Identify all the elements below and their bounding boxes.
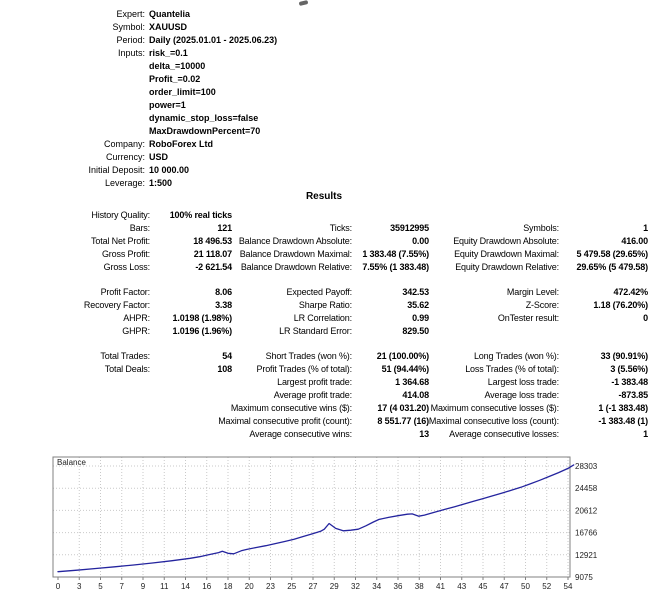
balance-line (58, 465, 574, 572)
header-row (0, 47, 277, 60)
x-axis-label: 41 (436, 582, 445, 591)
header-row (0, 99, 277, 112)
stat-label (0, 312, 150, 325)
stat-label-text: Ticks: (329, 223, 352, 233)
stat-value (150, 299, 232, 312)
header-row (0, 125, 277, 138)
stat-value (352, 312, 429, 325)
stats-row (0, 235, 648, 248)
stat-label-text: Average consecutive wins: (249, 429, 352, 439)
header-label: Period: (116, 35, 145, 45)
x-axis-label: 14 (181, 582, 190, 591)
stat-value (559, 248, 648, 261)
stat-label (0, 261, 150, 274)
stat-label-text: LR Correlation: (293, 313, 352, 323)
stat-label-text: Maximal consecutive loss (count): (428, 416, 559, 426)
header-value: dynamic_stop_loss=false (149, 113, 259, 123)
stat-value-text: 8.06 (215, 287, 232, 297)
header-row (0, 112, 277, 125)
header-label: Symbol: (112, 22, 145, 32)
header-value: risk_=0.1 (149, 48, 188, 58)
report-header (0, 8, 277, 190)
stat-value (352, 235, 429, 248)
stat-value-text: 1.0196 (1.96%) (172, 326, 232, 336)
stat-label (429, 428, 559, 441)
stats-row (0, 248, 648, 261)
stat-label (232, 209, 352, 222)
stat-value (150, 376, 232, 389)
header-value: order_limit=100 (149, 87, 216, 97)
stat-label-text: Total Deals: (104, 364, 150, 374)
stat-label (429, 222, 559, 235)
stat-value-text: 1.0198 (1.98%) (172, 313, 232, 323)
stats-group (0, 209, 648, 274)
stat-value-text: 342.53 (402, 287, 429, 297)
stat-value (559, 389, 648, 402)
stat-label-text: Average loss trade: (484, 390, 559, 400)
stat-value (352, 376, 429, 389)
header-row (0, 8, 277, 21)
header-value: 1:500 (149, 178, 173, 188)
stat-value (352, 415, 429, 428)
header-row (0, 151, 277, 164)
header-value: XAUUSD (149, 22, 188, 32)
stat-label (232, 363, 352, 376)
stat-label-text: Largest loss trade: (487, 377, 559, 387)
stat-label-text: Margin Level: (506, 287, 559, 297)
stat-label (232, 222, 352, 235)
stat-value-text: 21 (100.00%) (376, 351, 429, 361)
stat-label-text: Average consecutive losses: (449, 429, 559, 439)
stats-row (0, 261, 648, 274)
stat-value-text: 1 383.48 (7.55%) (362, 249, 429, 259)
header-label: Currency: (105, 152, 145, 162)
stat-value (150, 363, 232, 376)
stat-value (150, 325, 232, 338)
header-row (0, 177, 277, 190)
stat-label-text: Symbols: (523, 223, 559, 233)
stat-label-text: Average profit trade: (273, 390, 352, 400)
stat-value-text: 0.99 (412, 313, 429, 323)
stat-label (0, 209, 150, 222)
stat-label (429, 248, 559, 261)
stat-value-text: 1 364.68 (395, 377, 429, 387)
stat-value-text: 414.08 (402, 390, 429, 400)
stat-value (559, 402, 648, 415)
x-axis-label: 18 (223, 582, 233, 591)
stat-label-text: Z-Score: (525, 300, 559, 310)
stat-value-text: 3 (5.56%) (610, 364, 648, 374)
balance-chart (0, 448, 648, 600)
stat-value (150, 222, 232, 235)
stat-value-text: 108 (217, 364, 232, 374)
stat-label (0, 415, 150, 428)
stat-label (232, 376, 352, 389)
x-axis-label: 32 (351, 582, 360, 591)
header-row (0, 34, 277, 47)
stat-label (429, 235, 559, 248)
stat-label-text: Total Trades: (100, 351, 150, 361)
stat-label (0, 428, 150, 441)
stat-label-text: OnTester result: (497, 313, 559, 323)
stats-row (0, 299, 648, 312)
stat-label (232, 428, 352, 441)
stat-value (352, 222, 429, 235)
stat-value-text: 1 (643, 223, 648, 233)
stat-value (352, 286, 429, 299)
stat-label (0, 286, 150, 299)
header-label (0, 125, 145, 138)
stats-row (0, 286, 648, 299)
y-axis-label: 20612 (575, 506, 598, 516)
x-axis-label: 50 (521, 582, 530, 591)
x-axis-label: 23 (266, 582, 275, 591)
stat-label (0, 363, 150, 376)
x-axis-label: 36 (393, 582, 403, 591)
stats-row (0, 325, 648, 338)
stat-label (232, 350, 352, 363)
header-label: Leverage: (104, 178, 145, 188)
stats-row (0, 415, 648, 428)
stat-value (150, 312, 232, 325)
stat-value (559, 415, 648, 428)
stat-value-text: 18 496.53 (193, 236, 232, 246)
stat-label (0, 402, 150, 415)
header-value: delta_=10000 (149, 61, 206, 71)
x-axis-label: 25 (287, 582, 297, 591)
stat-value (352, 363, 429, 376)
stat-label (429, 402, 559, 415)
stat-value (150, 209, 232, 222)
stat-label-text: AHPR: (123, 313, 150, 323)
stat-value (150, 261, 232, 274)
stat-label-text: Profit Factor: (100, 287, 150, 297)
stat-label (232, 248, 352, 261)
stat-label-text: LR Standard Error: (279, 326, 352, 336)
stat-label (232, 325, 352, 338)
x-axis-label: 27 (308, 582, 318, 591)
stats-row (0, 312, 648, 325)
header-label: Expert: (116, 9, 145, 19)
stat-value-text: 1.18 (76.20%) (593, 300, 648, 310)
stat-label-text: Equity Drawdown Absolute: (453, 236, 559, 246)
x-axis-label: 34 (372, 582, 382, 591)
balance-chart-svg (0, 448, 648, 600)
header-label (0, 99, 145, 112)
stat-label-text: Recovery Factor: (83, 300, 150, 310)
stat-label (232, 235, 352, 248)
stat-value-text: 7.55% (1 383.48) (362, 262, 429, 272)
stat-label-text: Maximum consecutive wins ($): (230, 403, 352, 413)
stat-value (150, 248, 232, 261)
stat-value-text: 121 (217, 223, 232, 233)
stat-label (429, 325, 559, 338)
x-axis-label: 20 (244, 582, 254, 591)
header-label (0, 86, 145, 99)
chart-title: Balance (57, 458, 86, 467)
header-row (0, 86, 277, 99)
header-label (0, 60, 145, 73)
stat-value-text: -1 383.48 (611, 377, 648, 387)
stat-value (150, 235, 232, 248)
stat-label-text: Short Trades (won %): (265, 351, 352, 361)
stat-value (559, 325, 648, 338)
stat-label-text: Bars: (129, 223, 150, 233)
stat-label (0, 235, 150, 248)
stat-value (150, 428, 232, 441)
x-axis-label: 5 (98, 582, 103, 591)
stat-value (352, 402, 429, 415)
y-axis-label: 24458 (575, 484, 598, 494)
stat-label (232, 299, 352, 312)
stat-value (559, 299, 648, 312)
stat-value-text: 0.00 (412, 236, 429, 246)
y-axis-label: 28303 (575, 461, 598, 471)
stat-value-text: 29.65% (5 479.58) (576, 262, 648, 272)
stat-value-text: 1 (-1 383.48) (598, 403, 648, 413)
stat-value-text: 416.00 (621, 236, 648, 246)
stat-value-text: 13 (419, 429, 429, 439)
stat-label-text: Equity Drawdown Relative: (455, 262, 559, 272)
stat-value (150, 402, 232, 415)
results-table (0, 209, 648, 453)
stat-label (429, 299, 559, 312)
x-axis-label: 29 (329, 582, 339, 591)
header-label (0, 112, 145, 125)
stat-value-text: 0 (643, 313, 648, 323)
stat-label (429, 312, 559, 325)
stat-value-text: 54 (222, 351, 232, 361)
header-label: Inputs: (117, 48, 145, 58)
stat-value (559, 261, 648, 274)
stat-label (218, 415, 352, 428)
stat-value-text: 17 (4 031.20) (377, 403, 429, 413)
stat-label (0, 222, 150, 235)
stat-label-text: Maximal consecutive profit (count): (218, 416, 352, 426)
stat-label-text: Gross Profit: (101, 249, 150, 259)
stat-value (352, 261, 429, 274)
stat-label (429, 261, 559, 274)
stat-label (429, 209, 559, 222)
stat-label-text: Equity Drawdown Maximal: (454, 249, 559, 259)
header-value: USD (149, 152, 169, 162)
stat-label (429, 350, 559, 363)
stat-value (559, 376, 648, 389)
header-label: Initial Deposit: (88, 165, 145, 175)
stat-value-text: 472.42% (613, 287, 648, 297)
stat-value (352, 350, 429, 363)
stat-value-text: 5 479.58 (29.65%) (576, 249, 648, 259)
stat-label-text: Loss Trades (% of total): (465, 364, 559, 374)
stat-value (559, 235, 648, 248)
stat-value (352, 325, 429, 338)
stat-value (352, 299, 429, 312)
header-value: RoboForex Ltd (149, 139, 213, 149)
stat-value-text: 100% real ticks (169, 210, 232, 220)
stat-label-text: Balance Drawdown Absolute: (238, 236, 352, 246)
stat-label-text: Balance Drawdown Maximal: (239, 249, 352, 259)
x-axis-label: 16 (202, 582, 212, 591)
stat-value (352, 248, 429, 261)
stat-label-text: History Quality: (91, 210, 150, 220)
stat-value-text: 8 551.77 (16) (377, 416, 429, 426)
stat-value-text: 35912995 (390, 223, 429, 233)
stats-row (0, 363, 648, 376)
stat-label (0, 350, 150, 363)
stat-label (429, 415, 559, 428)
stat-label-text: Profit Trades (% of total): (256, 364, 352, 374)
stat-label-text: Gross Loss: (103, 262, 150, 272)
stat-value-text: 3.38 (215, 300, 232, 310)
stat-label-text: Long Trades (won %): (473, 351, 559, 361)
cropped-title-fragment (299, 0, 309, 6)
stat-label (0, 376, 150, 389)
stat-label-text: Total Net Profit: (91, 236, 150, 246)
stat-value (559, 286, 648, 299)
x-axis-label: 45 (478, 582, 488, 591)
plot-border (53, 457, 570, 577)
stat-label (0, 248, 150, 261)
stat-label (429, 376, 559, 389)
stats-row (0, 350, 648, 363)
stat-label (429, 363, 559, 376)
header-label (0, 73, 145, 86)
stat-label (232, 389, 352, 402)
header-row (0, 60, 277, 73)
header-value: power=1 (149, 100, 186, 110)
y-axis-label: 9075 (575, 573, 593, 582)
stat-value (352, 428, 429, 441)
header-row (0, 21, 277, 34)
x-axis-label: 11 (160, 582, 169, 591)
stat-label-text: GHPR: (122, 326, 150, 336)
stat-label (0, 299, 150, 312)
stat-value-text: 35.62 (407, 300, 429, 310)
stat-label (0, 389, 150, 402)
stat-value (559, 312, 648, 325)
x-axis-label: 3 (77, 582, 82, 591)
stat-label (232, 286, 352, 299)
y-axis-label: 12921 (575, 550, 598, 560)
stat-value-text: 1 (643, 429, 648, 439)
stat-label-text: Balance Drawdown Relative: (240, 262, 352, 272)
header-row (0, 164, 277, 177)
y-axis-label: 16766 (575, 528, 598, 538)
stat-value-text: 829.50 (402, 326, 429, 336)
stat-value-text: 51 (94.44%) (381, 364, 429, 374)
header-value: MaxDrawdownPercent=70 (149, 126, 261, 136)
stat-value-text: -2 621.54 (195, 262, 232, 272)
stat-value-text: 21 118.07 (193, 249, 232, 259)
stat-value (559, 222, 648, 235)
stat-label (232, 402, 352, 415)
stat-value (352, 389, 429, 402)
stat-label-text: Sharpe Ratio: (298, 300, 352, 310)
stat-value-text: 33 (90.91%) (600, 351, 648, 361)
stat-label (232, 261, 352, 274)
x-axis-label: 52 (542, 582, 552, 591)
stats-row (0, 389, 648, 402)
stat-value (150, 389, 232, 402)
stat-label-text: Largest profit trade: (277, 377, 352, 387)
x-axis-label: 38 (414, 582, 424, 591)
stats-row (0, 222, 648, 235)
stat-label (429, 389, 559, 402)
stats-row (0, 209, 648, 222)
header-row (0, 138, 277, 151)
stat-value-text: -1 383.48 (1) (598, 416, 648, 426)
stat-value-text: -873.85 (618, 390, 648, 400)
stats-group (0, 286, 648, 338)
stats-row (0, 402, 648, 415)
header-value: Quantelia (149, 9, 191, 19)
header-label: Company: (103, 139, 145, 149)
stats-group (0, 350, 648, 441)
stats-row (0, 428, 648, 441)
header-value: Profit_=0.02 (149, 74, 201, 84)
stat-value (559, 350, 648, 363)
stat-value (559, 363, 648, 376)
x-axis-label: 43 (457, 582, 467, 591)
header-value: Daily (2025.01.01 - 2025.06.23) (149, 35, 278, 45)
stat-label (232, 312, 352, 325)
stat-value (150, 350, 232, 363)
stat-value (352, 209, 429, 222)
stat-label (429, 286, 559, 299)
header-row (0, 73, 277, 86)
header-value: 10 000.00 (149, 165, 190, 175)
stat-value (559, 428, 648, 441)
stats-row (0, 376, 648, 389)
stat-label-text: Maximum consecutive losses ($): (430, 403, 559, 413)
stat-label-text: Expected Payoff: (286, 287, 352, 297)
x-axis-label: 9 (140, 582, 146, 591)
x-axis-label: 54 (563, 582, 573, 591)
stat-value (150, 286, 232, 299)
x-axis-label: 0 (55, 582, 61, 591)
x-axis-label: 47 (499, 582, 509, 591)
results-title: Results (305, 191, 343, 202)
x-axis-label: 7 (119, 582, 124, 591)
stat-value (559, 209, 648, 222)
stat-label (0, 325, 150, 338)
